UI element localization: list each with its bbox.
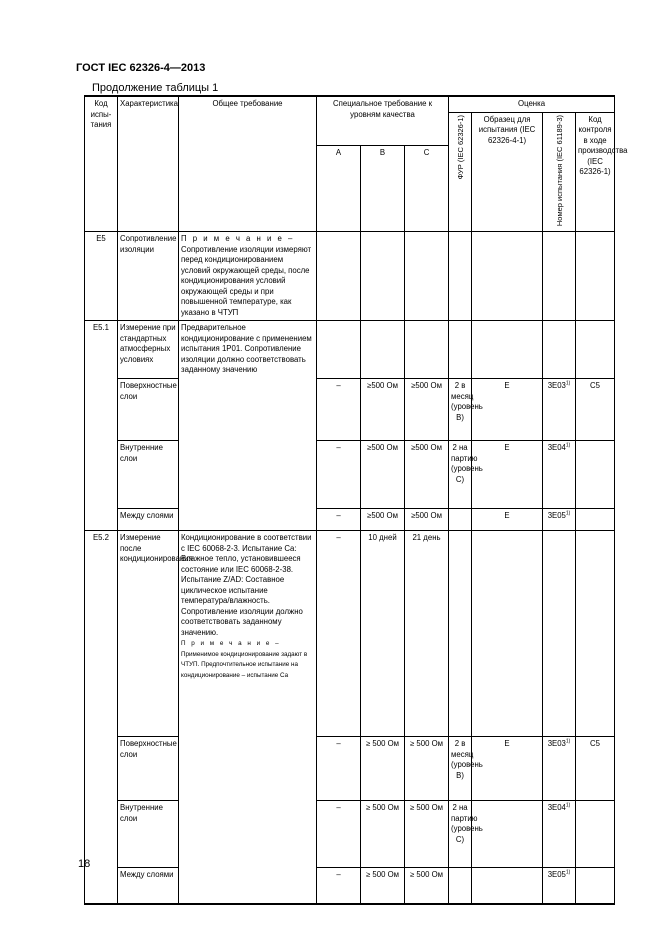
e52-inner-b: ≥ 500 Ом (361, 801, 405, 868)
e52-outer-name: Поверхностные слои (118, 737, 179, 801)
e52-inner-c: ≥ 500 Ом (405, 801, 449, 868)
e51-inner-control (576, 441, 615, 509)
table-row (85, 379, 615, 441)
e52-between-test: 3E05$^{1)}$ (543, 868, 576, 904)
e52-b: 10 дней (361, 531, 405, 737)
e51-characteristic: Измерение при стандартных атмосферных условиях (118, 321, 179, 379)
e51-inner-name: Внутренние слои (118, 441, 179, 509)
e51-outer-a: – (317, 379, 361, 441)
table-row (85, 868, 615, 904)
e52-between-sample (472, 868, 543, 904)
e52-outer-c: ≥ 500 Ом (405, 737, 449, 801)
e51-between-fur (449, 509, 472, 531)
e52-inner-fur: 2 на партию (уровень C) (449, 801, 472, 868)
e51-inner-b: ≥500 Ом (361, 441, 405, 509)
e51-between-b: ≥500 Ом (361, 509, 405, 531)
e51-between-a: – (317, 509, 361, 531)
e51-inner-a: – (317, 441, 361, 509)
header-control-code: Код контроля в ходе производства (IEC 62326-1) (576, 112, 615, 232)
header-special-requirement: Специальное требование к уровням качества (317, 96, 449, 145)
e52-outer-fur: 2 в месяц (уровень B) (449, 737, 472, 801)
table-row (85, 321, 615, 379)
e52-characteristic: Измерение после кондиционирования (118, 531, 179, 737)
header-fur: ФУР (IEC 62326-1) (449, 112, 472, 232)
e52-between-c: ≥ 500 Ом (405, 868, 449, 904)
e51-inner-sample: E (472, 441, 543, 509)
e51-between-test: 3E05$^{1)}$ (543, 509, 576, 531)
table-row (85, 441, 615, 509)
header-general-requirement: Общее требование (179, 96, 317, 232)
e51-outer-fur: 2 в месяц (уровень B) (449, 379, 472, 441)
header-test-number: Номер испытания (IEC 61189-3) (543, 112, 576, 232)
e51-inner-test: 3E04$^{1)}$ (543, 441, 576, 509)
header-assessment: Оценка (449, 96, 615, 112)
header-level-c: C (405, 145, 449, 231)
e5-characteristic: Сопротивление изоляции (118, 232, 179, 321)
e51-between-sample: E (472, 509, 543, 531)
e52-between-a: – (317, 868, 361, 904)
table-row (85, 801, 615, 868)
e52-requirement: Кондиционирование в соответствии с IEC 60068-2-3. Испытание Ca: Влажное тепло, установившееся состояние или IEC 60068-2-38. Испытание Z/AD: Составное циклическое испытание температура/влажность. Сопротивление изоляции должно соответствовать заданному значению. П р и м е ч а н и е – Применимое кондиционирование задают в ЧТУП. Предпочтительное испытание на кондиционирование – испытание Ca (179, 531, 317, 904)
e51-between-control (576, 509, 615, 531)
table-row (85, 737, 615, 801)
e51-outer-control: C5 (576, 379, 615, 441)
e51-outer-name: Поверхностные слои (118, 379, 179, 441)
header-sample: Образец для испытания (IEC 62326-4-1) (472, 112, 543, 232)
document-header: ГОСТ IEC 62326-4—2013 (76, 62, 206, 74)
e52-inner-sample (472, 801, 543, 868)
e52-inner-name: Внутренние слои (118, 801, 179, 868)
e52-code: E5.2 (85, 531, 118, 904)
e52-between-name: Между слоями (118, 868, 179, 904)
e52-a: – (317, 531, 361, 737)
e51-between-name: Между слоями (118, 509, 179, 531)
e51-inner-fur: 2 на партию (уровень C) (449, 441, 472, 509)
e51-between-c: ≥500 Ом (405, 509, 449, 531)
e51-outer-c: ≥500 Ом (405, 379, 449, 441)
e51-code: E5.1 (85, 321, 118, 531)
table-row (85, 232, 615, 321)
e52-outer-a: – (317, 737, 361, 801)
e51-outer-b: ≥500 Ом (361, 379, 405, 441)
e52-outer-sample: E (472, 737, 543, 801)
e52-inner-a: – (317, 801, 361, 868)
header-characteristic: Характеристика (118, 96, 179, 232)
e51-inner-c: ≥500 Ом (405, 441, 449, 509)
page-number: 18 (78, 858, 91, 870)
table-row (85, 531, 615, 737)
e51-outer-sample: E (472, 379, 543, 441)
e52-outer-test: 3E03$^{1)}$ (543, 737, 576, 801)
e52-between-fur (449, 868, 472, 904)
e52-between-b: ≥ 500 Ом (361, 868, 405, 904)
e52-outer-b: ≥ 500 Ом (361, 737, 405, 801)
e52-inner-control (576, 801, 615, 868)
e51-requirement: Предварительное кондиционирование с применением испытания 1P01. Сопротивление изоляции должно соответствовать заданному значению (179, 321, 317, 531)
e5-note: П р и м е ч а н и е – Сопротивление изоляции измеряют перед кондиционированием условий окружающей среды, после кондиционирования условий окружающей среды и при повышенной температуре, как указано в ЧТУП (179, 232, 317, 321)
requirements-table (84, 95, 628, 905)
header-code: Код испы-тания (85, 96, 118, 232)
e52-between-control (576, 868, 615, 904)
header-level-b: B (361, 145, 405, 231)
e52-c: 21 день (405, 531, 449, 737)
header-level-a: A (317, 145, 361, 231)
e52-outer-control: C5 (576, 737, 615, 801)
table-row (85, 509, 615, 531)
e5-code: E5 (85, 232, 118, 321)
table-caption: Продолжение таблицы 1 (92, 82, 219, 94)
e51-outer-test: 3E03$^{1)}$ (543, 379, 576, 441)
e52-inner-test: 3E04$^{1)}$ (543, 801, 576, 868)
